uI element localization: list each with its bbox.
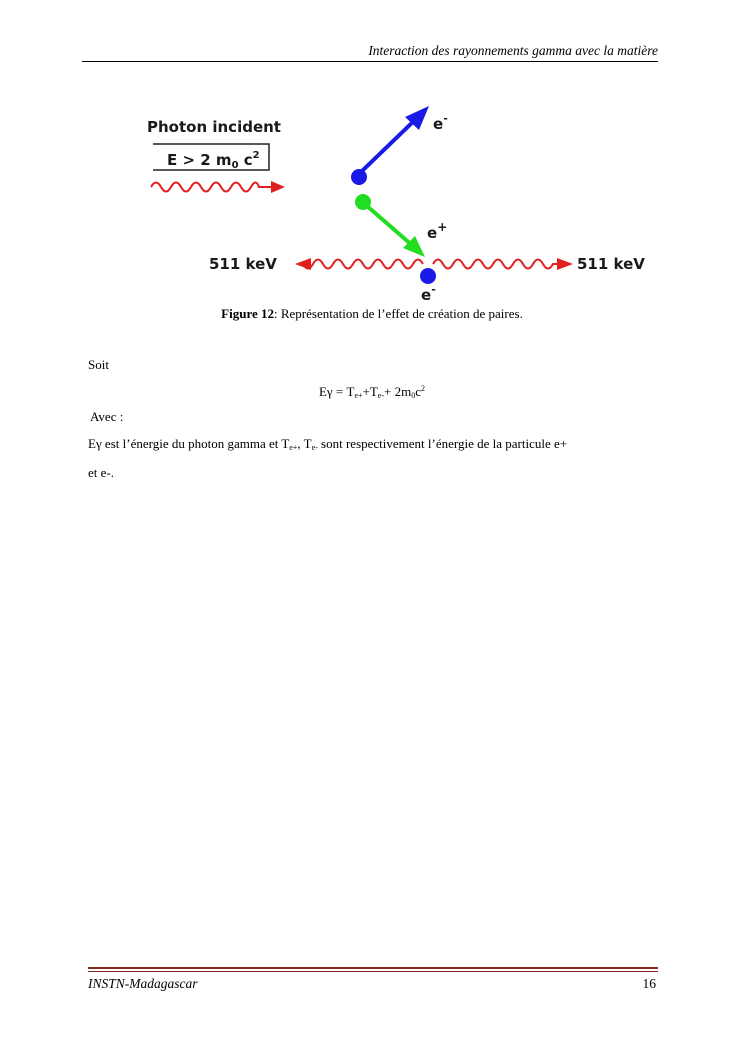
footer-institution: INSTN-Madagascar bbox=[88, 976, 198, 991]
running-header: Interaction des rayonnements gamma avec la matière bbox=[368, 43, 658, 58]
header-rule bbox=[82, 61, 658, 62]
annihilation-photon-right-arrowhead bbox=[557, 258, 573, 270]
e-plus-label: e+ bbox=[427, 220, 448, 242]
e-minus-bottom-label: e- bbox=[421, 283, 436, 304]
page-number: 16 bbox=[642, 976, 656, 991]
definition-line-1: Eγ est l’énergie du photon gamma et $T_{e+}$, $T_{e-}$ sont respectivement l’énergie de la particule e+ bbox=[88, 436, 568, 452]
electron-dot bbox=[351, 169, 367, 185]
energy-equation: $E\gamma = T_{e+}+T_{e-}+ 2m_0c^2$ bbox=[318, 384, 425, 400]
footer-rule-thin bbox=[88, 971, 658, 972]
definition-line-2: et e-. bbox=[88, 465, 114, 480]
soit-text: Soit bbox=[88, 357, 109, 372]
kev-left-label: 511 keV bbox=[209, 255, 277, 273]
energy-label: E > 2 $m_0$ $c^2$ bbox=[167, 150, 260, 171]
annihilation-photon-left bbox=[303, 260, 423, 269]
annihilation-electron-dot bbox=[420, 268, 436, 284]
footer-rule-thick bbox=[88, 967, 658, 969]
pair-production-figure bbox=[133, 84, 653, 306]
annihilation-photon-left-arrowhead bbox=[295, 258, 311, 270]
e-minus-top-label: e- bbox=[433, 112, 448, 133]
incident-photon-wave bbox=[151, 183, 271, 192]
annihilation-photon-right bbox=[433, 260, 557, 269]
kev-right-label: 511 keV bbox=[577, 255, 645, 273]
positron-track bbox=[367, 206, 413, 246]
photon-incident-label: Photon incident bbox=[147, 118, 281, 136]
avec-text: Avec : bbox=[90, 409, 124, 424]
figure-caption: Figure 12: Représentation de l’effet de création de paires. bbox=[221, 306, 523, 321]
incident-photon-arrowhead bbox=[271, 181, 285, 193]
electron-track bbox=[361, 118, 417, 172]
